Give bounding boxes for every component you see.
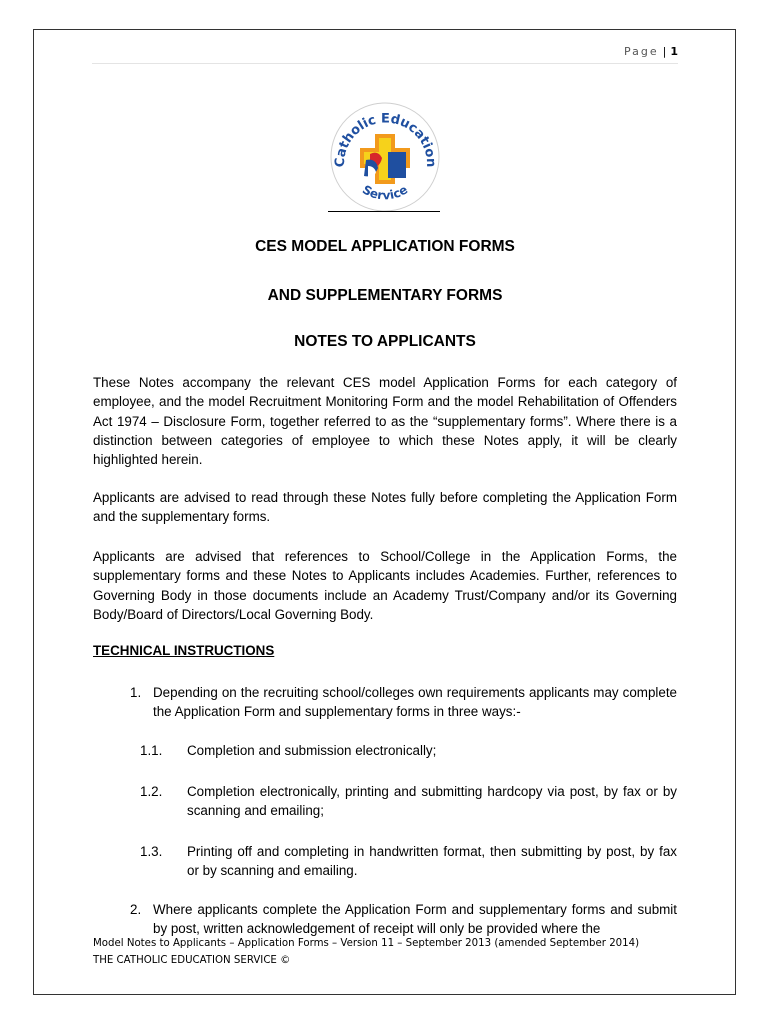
list-item — [130, 900, 677, 939]
sub-item-text: Printing off and completing in handwritten format, then submitting by post, by fax or by scanning and emailing. — [187, 844, 677, 879]
header-rule — [92, 63, 678, 64]
sub-item-number: 1.2. — [140, 784, 163, 799]
sub-item-text: Completion electronically, printing and submitting hardcopy via post, by fax or by scanning and emailing; — [187, 784, 677, 819]
list-item-text: Where applicants complete the Application Form and supplementary forms and submit by post, written acknowledgement of receipt will only be provided where the — [153, 902, 677, 937]
logo-arc-text: Catholic Education — [332, 111, 439, 168]
list-item-text: Depending on the recruiting school/colleges own requirements applicants may complete the Application Form and supplementary forms in three ways:- — [153, 685, 677, 720]
title-line-2: AND SUPPLEMENTARY FORMS — [267, 287, 503, 304]
list-item — [130, 683, 677, 722]
ces-logo — [326, 102, 444, 212]
sub-list-item — [140, 842, 677, 881]
paragraph-read-notes: Applicants are advised to read through these Notes fully before completing the Application Form and the supplementary forms. — [93, 490, 677, 525]
logo-bottom-text: Service — [359, 182, 411, 203]
sub-list-item — [140, 782, 677, 821]
section-heading: TECHNICAL INSTRUCTIONS — [93, 643, 275, 658]
paragraph-intro: These Notes accompany the relevant CES model Application Forms for each category of employee, and the model Recruitment Monitoring Form and the model Rehabilitation of Offenders Act 1974 – Disclosure Form, together referred to as the “supplementary forms”. Where there is a distinction between categories of employee to which these Notes apply, it will be clearly highlighted herein. — [93, 375, 677, 468]
page-label: Page — [623, 45, 659, 58]
title-line-1: CES MODEL APPLICATION FORMS — [255, 238, 515, 255]
sub-item-number: 1.1. — [140, 743, 163, 758]
footer-copyright: THE CATHOLIC EDUCATION SERVICE © — [93, 955, 291, 966]
sub-list-item — [140, 741, 677, 760]
title-line-3: NOTES TO APPLICANTS — [294, 333, 476, 350]
paragraph-references: Applicants are advised that references to School/College in the Application Forms, the supplementary forms and these Notes to Applicants includes Academies. Further, references to Governing Body in those documents include an Academy Trust/Company and/or its Governing Body/Board of Directors/Local Governing Body. — [93, 549, 677, 622]
page-number-value: 1 — [670, 45, 678, 58]
page-number: Page | 1 — [623, 45, 678, 58]
list-item-number: 1. — [130, 685, 142, 700]
footer-version: Model Notes to Applicants – Application Forms – Version 11 – September 2013 (amended September 2014) — [93, 938, 640, 949]
sub-item-text: Completion and submission electronically; — [187, 743, 437, 758]
logo-underline — [328, 211, 440, 212]
sub-item-number: 1.3. — [140, 844, 163, 859]
list-item-number: 2. — [130, 902, 142, 917]
